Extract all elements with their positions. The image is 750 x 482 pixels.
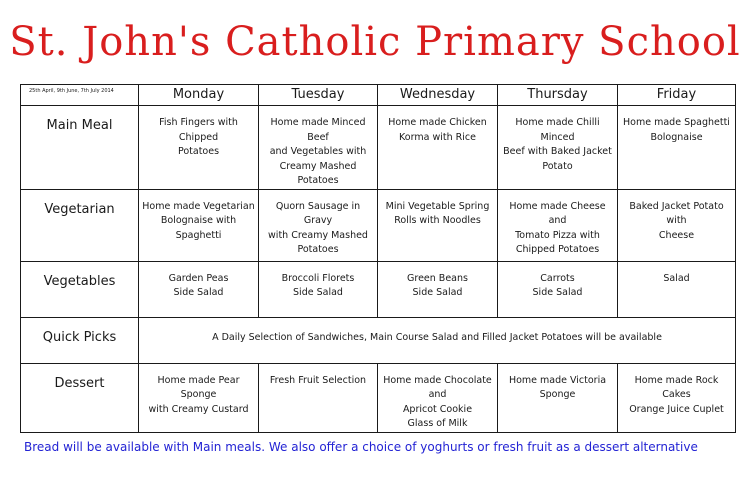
menu-cell: Home made Minced Beef and Vegetables with Creamy Mashed Potatoes [259,106,378,190]
menu-table [20,84,736,433]
menu-cell: Home made Chicken Korma with Rice [378,106,498,190]
menu-cell: Home made Victoria Sponge [498,363,618,432]
day-monday: Monday [139,85,259,106]
table-row-dessert [21,363,736,432]
menu-cell: Carrots Side Salad [498,261,618,317]
menu-cell: Green Beans Side Salad [378,261,498,317]
row-label-vegetarian: Vegetarian [21,189,139,261]
menu-cell: Baked Jacket Potato with Cheese [618,189,736,261]
menu-cell: Home made Chocolate and Apricot Cookie Glass of Milk [378,363,498,432]
menu-cell: Salad [618,261,736,317]
menu-cell: Home made Chilli Minced Beef with Baked Jacket Potato [498,106,618,190]
menu-cell: Quorn Sausage in Gravy with Creamy Mashed Potatoes [259,189,378,261]
menu-cell: Home made Rock Cakes Orange Juice Cuplet [618,363,736,432]
menu-cell: Mini Vegetable Spring Rolls with Noodles [378,189,498,261]
menu-cell: Home made Vegetarian Bolognaise with Spaghetti [139,189,259,261]
header-row [21,85,736,106]
table-row-main-meal [21,106,736,190]
menu-cell: Fresh Fruit Selection [259,363,378,432]
table-row-vegetables [21,261,736,317]
footer-note: Bread will be available with Main meals. We also offer a choice of yoghurts or fresh fruit as a dessert alternative [24,440,698,454]
menu-cell: Home made Spaghetti Bolognaise [618,106,736,190]
menu-cell: Broccoli Florets Side Salad [259,261,378,317]
day-thursday: Thursday [498,85,618,106]
row-label-vegetables: Vegetables [21,261,139,317]
row-label-dessert: Dessert [21,363,139,432]
day-friday: Friday [618,85,736,106]
row-label-main-meal: Main Meal [21,106,139,190]
table-row-quick-picks [21,317,736,363]
day-tuesday: Tuesday [259,85,378,106]
menu-cell: Home made Pear Sponge with Creamy Custard [139,363,259,432]
table-row-vegetarian [21,189,736,261]
quick-picks-cell: A Daily Selection of Sandwiches, Main Course Salad and Filled Jacket Potatoes will be available [139,317,736,363]
page-title: St. John's Catholic Primary School [9,19,741,65]
row-label-quick-picks: Quick Picks [21,317,139,363]
menu-cell: Fish Fingers with Chipped Potatoes [139,106,259,190]
menu-cell: Home made Cheese and Tomato Pizza with Chipped Potatoes [498,189,618,261]
menu-cell: Garden Peas Side Salad [139,261,259,317]
day-wednesday: Wednesday [378,85,498,106]
menu-dates: 25th April, 9th June, 7th July 2014 [21,85,139,106]
